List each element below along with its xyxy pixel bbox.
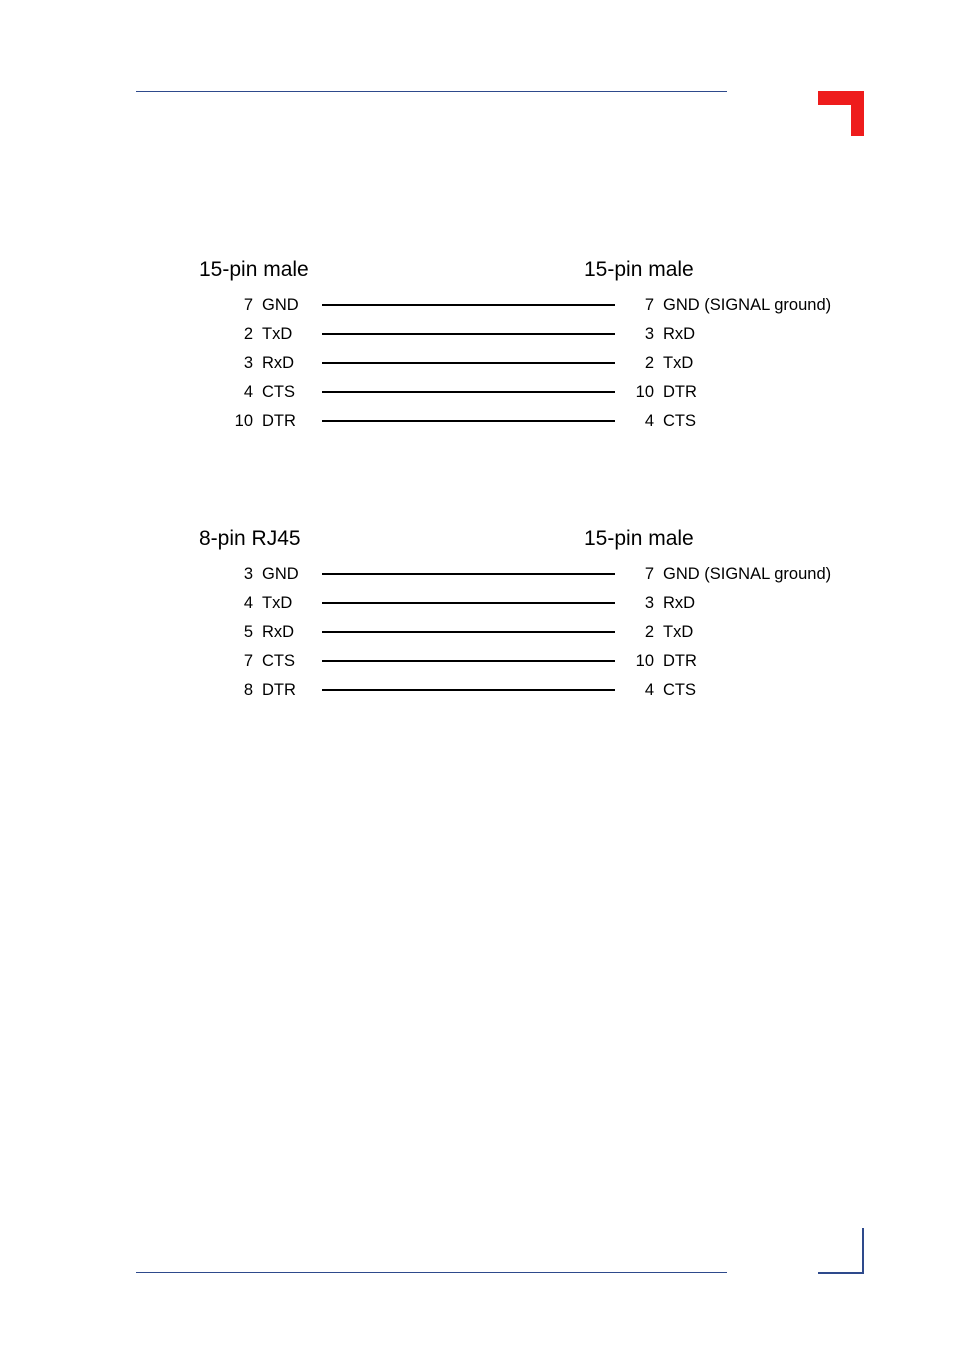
left-connector-heading: 15-pin male bbox=[199, 258, 309, 281]
left-signal-name: RxD bbox=[262, 354, 295, 372]
cable-diagram-rj45-to-15pin bbox=[0, 524, 954, 724]
left-pin-number: 10 bbox=[234, 412, 253, 430]
right-signal-name: TxD bbox=[663, 354, 694, 372]
right-signal-name: TxD bbox=[663, 623, 694, 641]
right-connector-heading: 15-pin male bbox=[584, 258, 694, 281]
wire-line bbox=[322, 573, 615, 575]
connection-row bbox=[0, 592, 954, 614]
right-pin-number: 3 bbox=[644, 325, 654, 343]
right-signal-name: DTR bbox=[663, 652, 697, 670]
left-signal-name: DTR bbox=[262, 681, 296, 699]
right-pin-number: 2 bbox=[644, 354, 654, 372]
wire-line bbox=[322, 631, 615, 633]
right-pin-number: 4 bbox=[644, 412, 654, 430]
wire-line bbox=[322, 689, 615, 691]
left-signal-name: DTR bbox=[262, 412, 296, 430]
wire-line bbox=[322, 391, 615, 393]
right-pin-number: 4 bbox=[644, 681, 654, 699]
connection-row bbox=[0, 679, 954, 701]
left-signal-name: GND bbox=[262, 296, 299, 314]
left-pin-number: 4 bbox=[243, 594, 253, 612]
right-pin-number: 3 bbox=[644, 594, 654, 612]
right-signal-name: GND (SIGNAL ground) bbox=[663, 296, 832, 314]
right-signal-name: CTS bbox=[663, 412, 696, 430]
header-rule bbox=[136, 91, 727, 92]
wire-line bbox=[322, 362, 615, 364]
right-signal-name: RxD bbox=[663, 594, 696, 612]
connection-row bbox=[0, 381, 954, 403]
left-pin-number: 5 bbox=[243, 623, 253, 641]
right-pin-number: 7 bbox=[644, 296, 654, 314]
left-connector-heading: 8-pin RJ45 bbox=[199, 527, 301, 550]
right-pin-number: 10 bbox=[635, 383, 654, 401]
right-pin-number: 10 bbox=[635, 652, 654, 670]
left-pin-number: 3 bbox=[243, 565, 253, 583]
wire-line bbox=[322, 333, 615, 335]
connection-row bbox=[0, 323, 954, 345]
wire-line bbox=[322, 420, 615, 422]
wire-line bbox=[322, 304, 615, 306]
right-signal-name: RxD bbox=[663, 325, 696, 343]
cable-diagram-15pin-to-15pin bbox=[0, 255, 954, 455]
connection-row bbox=[0, 650, 954, 672]
page-corner-mark-top bbox=[818, 91, 864, 136]
footer-rule bbox=[136, 1272, 727, 1273]
left-signal-name: TxD bbox=[262, 594, 293, 612]
page-corner-mark-bottom bbox=[818, 1228, 864, 1274]
left-signal-name: CTS bbox=[262, 652, 295, 670]
wire-line bbox=[322, 660, 615, 662]
left-pin-number: 3 bbox=[243, 354, 253, 372]
left-pin-number: 8 bbox=[243, 681, 253, 699]
left-signal-name: GND bbox=[262, 565, 299, 583]
right-signal-name: GND (SIGNAL ground) bbox=[663, 565, 832, 583]
left-signal-name: CTS bbox=[262, 383, 295, 401]
connection-row bbox=[0, 352, 954, 374]
left-signal-name: RxD bbox=[262, 623, 295, 641]
connection-row bbox=[0, 621, 954, 643]
right-signal-name: CTS bbox=[663, 681, 696, 699]
left-pin-number: 4 bbox=[243, 383, 253, 401]
right-signal-name: DTR bbox=[663, 383, 697, 401]
left-pin-number: 7 bbox=[243, 296, 253, 314]
wire-line bbox=[322, 602, 615, 604]
right-pin-number: 7 bbox=[644, 565, 654, 583]
right-connector-heading: 15-pin male bbox=[584, 527, 694, 550]
left-signal-name: TxD bbox=[262, 325, 293, 343]
connection-row bbox=[0, 294, 954, 316]
left-pin-number: 7 bbox=[243, 652, 253, 670]
connection-row bbox=[0, 410, 954, 432]
connection-row bbox=[0, 563, 954, 585]
left-pin-number: 2 bbox=[243, 325, 253, 343]
right-pin-number: 2 bbox=[644, 623, 654, 641]
